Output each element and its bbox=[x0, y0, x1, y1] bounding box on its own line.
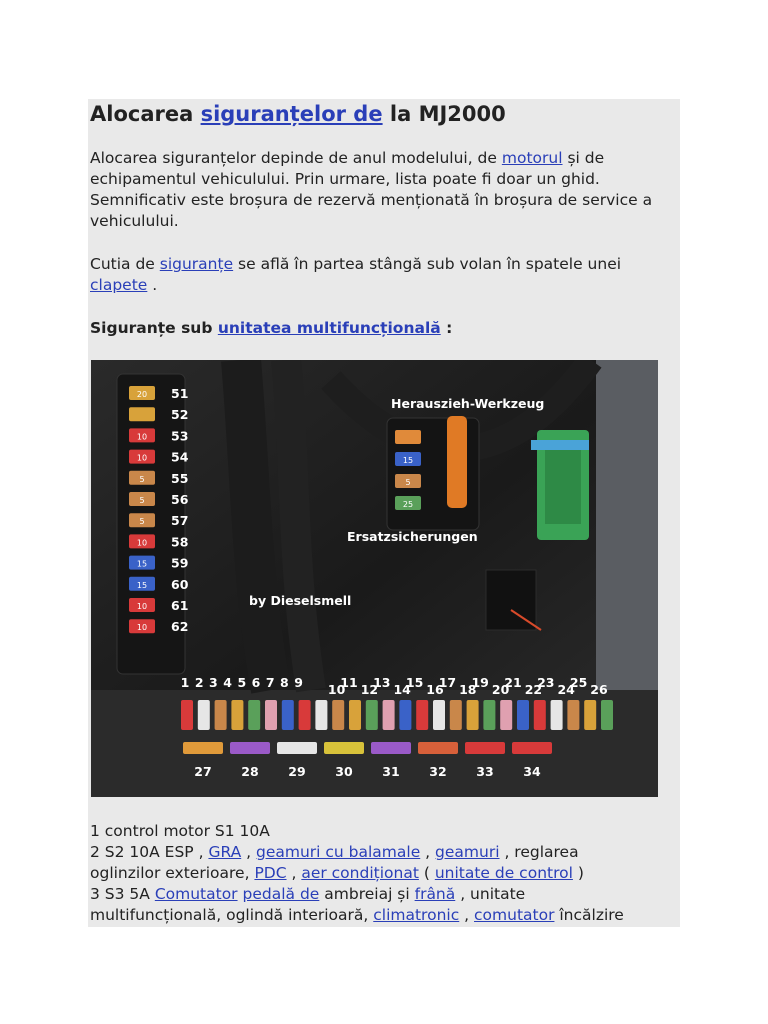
fuse-62-rating: 10 bbox=[136, 623, 148, 633]
hinged-windows-link[interactable]: geamuri cu balamale bbox=[255, 843, 421, 861]
fuse-number-57: 57 bbox=[171, 513, 189, 529]
fuse-item-2-end: , reglarea bbox=[499, 843, 579, 861]
circuit-number-24: 24 bbox=[557, 682, 575, 697]
strip-fuse bbox=[416, 700, 428, 730]
large-fuse-31 bbox=[371, 742, 411, 754]
large-fuse-27 bbox=[183, 742, 223, 754]
subheading-text: Siguranțe sub bbox=[90, 319, 218, 337]
siguranțe-link[interactable]: siguranțe bbox=[159, 255, 234, 273]
strip-fuse bbox=[517, 700, 529, 730]
fuse-55-rating: 5 bbox=[139, 474, 145, 484]
fuse-puller-tool bbox=[447, 416, 467, 508]
fusebox-paragraph bbox=[90, 254, 678, 296]
strip-fuse bbox=[248, 700, 260, 730]
fusebox-text-mid: se află în partea stângă sub volan în spatele unei bbox=[233, 255, 622, 273]
heating-switch-link[interactable]: comutator bbox=[474, 906, 555, 924]
strip-fuse bbox=[467, 700, 479, 730]
fuse-number-59: 59 bbox=[171, 555, 189, 571]
strip-fuse bbox=[601, 700, 613, 730]
control-unit-link[interactable]: unitate de control bbox=[434, 864, 573, 882]
fuse-item-2-cont-end: ) bbox=[572, 864, 584, 882]
fuse-60-rating: 15 bbox=[136, 580, 148, 590]
large-fuse-number-29: 29 bbox=[288, 764, 306, 779]
circuit-number-26: 26 bbox=[590, 682, 608, 697]
section-subheading bbox=[90, 318, 678, 339]
fuse-58-rating: 10 bbox=[136, 538, 148, 548]
fuse-number-53: 53 bbox=[171, 428, 189, 444]
credit-label: by Dieselsmell bbox=[249, 593, 352, 608]
large-fuse-28 bbox=[230, 742, 270, 754]
spare-fuse-rating: 5 bbox=[405, 478, 411, 487]
intro-text: Alocarea siguranțelor depinde de anul modelului, de bbox=[90, 149, 502, 167]
subheading-text-end: : bbox=[440, 319, 453, 337]
air-conditioning-link[interactable]: aer condiționat bbox=[301, 864, 419, 882]
large-fuse-33 bbox=[465, 742, 505, 754]
brake-link[interactable]: frână bbox=[414, 885, 456, 903]
circuit-number-4: 4 bbox=[223, 675, 232, 690]
circuit-number-8: 8 bbox=[280, 675, 289, 690]
multifunction-unit-link[interactable]: unitatea multifuncțională bbox=[217, 319, 441, 337]
circuit-number-6: 6 bbox=[251, 675, 261, 690]
title-text: Alocarea bbox=[90, 102, 201, 126]
strip-fuse bbox=[534, 700, 546, 730]
intro-text-end: și de echipamentul vehiculului. Prin urmare, lista poate fi doar un ghid. Semnificativ este broșura de rezervă menționată în broșura de service a vehiculului. bbox=[90, 149, 653, 230]
fuse-item-2-cont-text: oglinzilor exterioare, bbox=[90, 864, 255, 882]
circuit-number-3: 3 bbox=[209, 675, 218, 690]
climatronic-link[interactable]: climatronic bbox=[373, 906, 460, 924]
strip-fuse bbox=[349, 700, 361, 730]
article-panel bbox=[88, 99, 680, 927]
large-fuse-number-33: 33 bbox=[476, 764, 494, 779]
circuit-number-7: 7 bbox=[265, 675, 275, 690]
fuse-number-51: 51 bbox=[171, 386, 189, 401]
fuse-item-3-text: 3 S3 5A bbox=[90, 885, 155, 903]
fuse-item-2-text: 2 S2 10A ESP , bbox=[90, 843, 209, 861]
green-relay-face bbox=[545, 446, 581, 524]
circuit-number-9: 9 bbox=[294, 675, 303, 690]
fuse-allocation-list bbox=[90, 821, 680, 926]
circuit-number-18: 18 bbox=[459, 682, 477, 697]
strip-fuse bbox=[332, 700, 344, 730]
circuit-number-12: 12 bbox=[360, 682, 379, 697]
strip-fuse bbox=[181, 700, 193, 730]
pdc-link[interactable]: PDC bbox=[254, 864, 287, 882]
strip-fuse bbox=[567, 700, 579, 730]
article-title bbox=[90, 99, 506, 129]
strip-fuse bbox=[500, 700, 512, 730]
circuit-number-5: 5 bbox=[237, 675, 247, 690]
large-fuse-30 bbox=[324, 742, 364, 754]
title-text-end: la MJ2000 bbox=[382, 102, 506, 126]
strip-fuse bbox=[551, 700, 563, 730]
fuse-item-3-cont-text: multifuncțională, oglindă interioară, bbox=[90, 906, 374, 924]
spare-fuses-label: Ersatzsicherungen bbox=[347, 529, 478, 544]
circuit-number-25: 25 bbox=[569, 675, 588, 690]
fuse-item-3-cont-end: încălzire bbox=[554, 906, 624, 924]
fuse-51-rating: 20 bbox=[136, 390, 148, 399]
fusebox-text-end: . bbox=[147, 276, 158, 294]
fuse-item-2-sep2: , bbox=[420, 843, 436, 861]
strip-fuse bbox=[215, 700, 227, 730]
fuse-52 bbox=[129, 407, 155, 421]
strip-fuse bbox=[198, 700, 210, 730]
large-fuse-32 bbox=[418, 742, 458, 754]
large-fuse-number-32: 32 bbox=[429, 764, 447, 779]
strip-fuse bbox=[315, 700, 327, 730]
fuse-item-3-mid: ambreiaj și bbox=[319, 885, 415, 903]
clapete-link[interactable]: clapete bbox=[90, 276, 148, 294]
fuse-number-56: 56 bbox=[171, 492, 189, 507]
spare-fuse-rating: 25 bbox=[402, 500, 414, 509]
circuit-number-22: 22 bbox=[524, 682, 543, 697]
strip-fuse bbox=[584, 700, 596, 730]
large-fuse-number-28: 28 bbox=[241, 764, 259, 779]
fuse-item-2-cont-sep1: , bbox=[286, 864, 302, 882]
fuse-item-3-end: , unitate bbox=[455, 885, 526, 903]
fuse-54-rating: 10 bbox=[136, 453, 148, 463]
strip-fuse bbox=[483, 700, 495, 730]
large-fuse-29 bbox=[277, 742, 317, 754]
fuse-number-55: 55 bbox=[171, 470, 189, 486]
strip-fuse bbox=[366, 700, 378, 730]
circuit-number-10: 10 bbox=[327, 682, 346, 697]
spare-fuse-rating: 15 bbox=[402, 456, 414, 465]
spare-fuse bbox=[395, 430, 421, 444]
gra-link[interactable]: GRA bbox=[208, 843, 242, 861]
fuse-number-62: 62 bbox=[171, 619, 189, 635]
large-fuse-34 bbox=[512, 742, 552, 754]
circuit-number-21: 21 bbox=[504, 675, 522, 690]
circuit-number-23: 23 bbox=[537, 675, 555, 690]
strip-fuse bbox=[399, 700, 411, 730]
fuse-number-54: 54 bbox=[171, 449, 189, 465]
fuse-item-2-sep1: , bbox=[241, 843, 256, 861]
strip-fuse bbox=[282, 700, 294, 730]
fuse-box-photo bbox=[91, 360, 658, 797]
circuit-number-1: 1 bbox=[180, 675, 190, 690]
fuse-number-60: 60 bbox=[171, 576, 189, 592]
strip-fuse bbox=[383, 700, 395, 730]
large-fuse-number-30: 30 bbox=[335, 764, 353, 779]
strip-fuse bbox=[231, 700, 243, 730]
fuse-53-rating: 10 bbox=[136, 432, 148, 442]
large-fuse-number-34: 34 bbox=[523, 764, 541, 779]
tool-label: Herauszieh-Werkzeug bbox=[391, 396, 545, 411]
fuse-item-2-cont bbox=[90, 863, 680, 884]
circuit-number-15: 15 bbox=[405, 675, 424, 690]
circuit-number-19: 19 bbox=[471, 675, 489, 690]
circuit-number-16: 16 bbox=[426, 682, 444, 697]
large-fuse-number-27: 27 bbox=[194, 764, 212, 779]
windows-link[interactable]: geamuri bbox=[435, 843, 500, 861]
fuse-57-rating: 5 bbox=[139, 517, 145, 527]
fuse-56-rating: 5 bbox=[139, 496, 145, 505]
bottom-row-numbers bbox=[328, 682, 608, 697]
fuse-59-rating: 15 bbox=[136, 559, 148, 569]
intro-paragraph bbox=[90, 148, 678, 232]
fuse-item-2-cont-sep2: ( bbox=[418, 864, 435, 882]
circuit-number-17: 17 bbox=[438, 675, 457, 690]
large-fuse-number-31: 31 bbox=[382, 764, 400, 779]
strip-fuse bbox=[265, 700, 277, 730]
motorul-link[interactable]: motorul bbox=[501, 149, 563, 167]
fuse-item-2 bbox=[90, 842, 680, 863]
fuse-number-52: 52 bbox=[171, 407, 189, 423]
title-link[interactable]: siguranțelor de bbox=[200, 102, 383, 126]
fuse-61-rating: 10 bbox=[136, 602, 148, 611]
fuse-number-61: 61 bbox=[171, 598, 189, 613]
strip-fuse bbox=[450, 700, 462, 730]
fuse-item-3 bbox=[90, 884, 680, 905]
fuse-item-1: 1 control motor S1 10A bbox=[90, 822, 270, 840]
fusebox-text: Cutia de bbox=[90, 255, 160, 273]
pedal-link[interactable]: pedală de bbox=[242, 885, 320, 903]
strip-fuse bbox=[299, 700, 311, 730]
circuit-number-14: 14 bbox=[393, 682, 411, 697]
fuse-item-3-cont bbox=[90, 905, 680, 926]
circuit-number-11: 11 bbox=[340, 675, 358, 690]
circuit-number-13: 13 bbox=[373, 675, 391, 690]
switch-link[interactable]: Comutator bbox=[154, 885, 238, 903]
strip-fuse bbox=[433, 700, 445, 730]
circuit-number-2: 2 bbox=[194, 675, 204, 690]
fuse-number-58: 58 bbox=[171, 534, 189, 550]
circuit-number-20: 20 bbox=[491, 682, 510, 697]
blue-clip bbox=[531, 440, 589, 450]
fuse-item-3-cont-sep: , bbox=[459, 906, 475, 924]
